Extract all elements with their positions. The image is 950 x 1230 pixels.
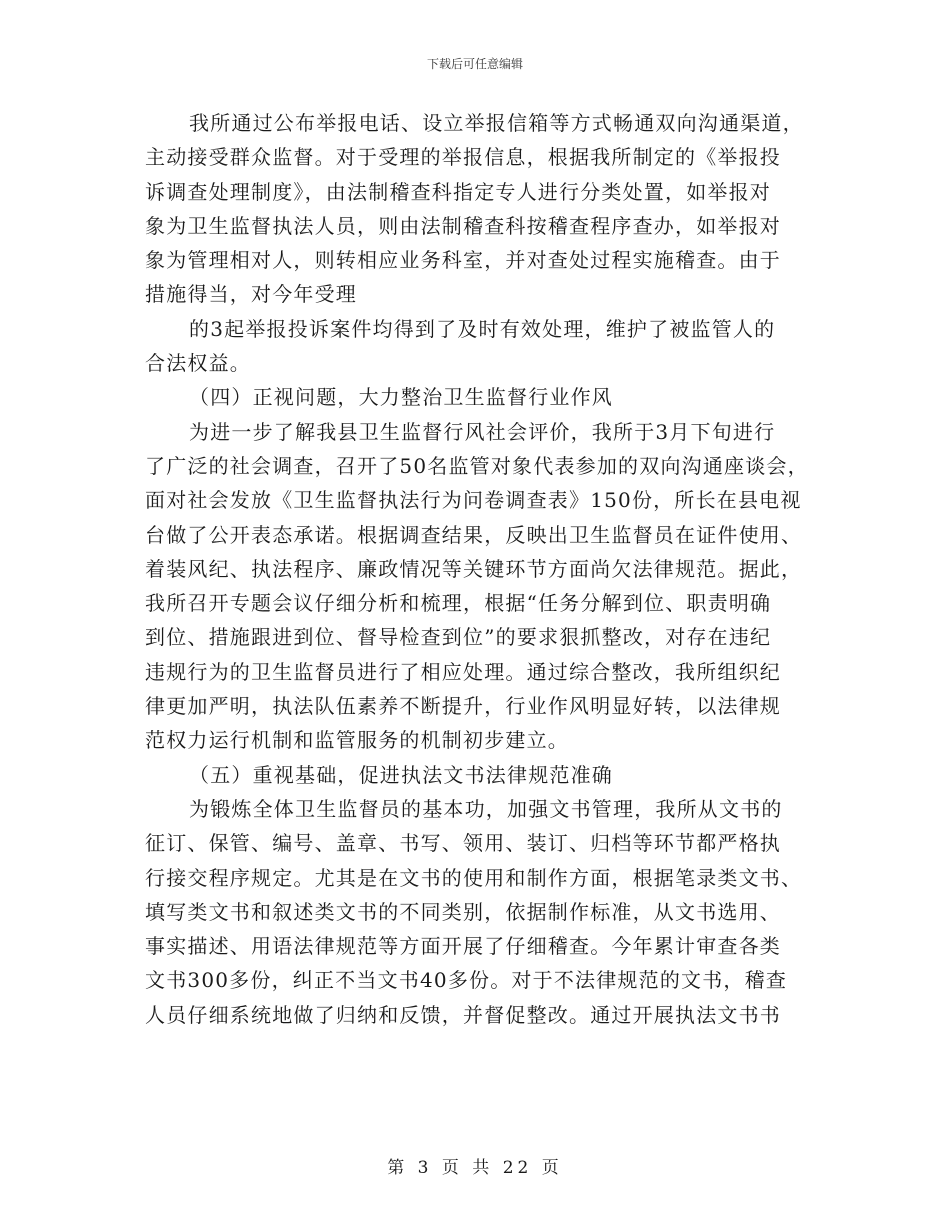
page-footer: 第 3 页 共 22 页 [387, 1158, 563, 1178]
text-line: 主动接受群众监督。对于受理的举报信息，根据我所制定的《举报投 [145, 145, 781, 170]
text-line: 行接交程序规定。尤其是在文书的使用和制作方面，根据笔录类文书、 [145, 865, 803, 890]
text-line: 填写类文书和叙述类文书的不同类别，依据制作标准，从文书选用、 [145, 899, 781, 924]
text-line: 违规行为的卫生监督员进行了相应处理。通过综合整改，我所组织纪 [145, 659, 781, 684]
text-line: 文书300多份，纠正不当文书40多份。对于不法律规范的文书，稽查 [145, 968, 788, 993]
text-line: 面对社会发放《卫生监督执法行为问卷调查表》150份，所长在县电视 [145, 488, 802, 513]
text-line: 到位、措施跟进到位、督导检查到位”的要求狠抓整改，对存在违纪 [145, 625, 772, 650]
text-line: 象为管理相对人，则转相应业务科室，并对查处过程实施稽查。由于 [145, 248, 781, 273]
text-line: 合法权益。 [145, 351, 251, 376]
text-line: 律更加严明，执法队伍素养不断提升，行业作风明显好转，以法律规 [145, 694, 781, 719]
text-line: 了广泛的社会调查，召开了50名监管对象代表参加的双向沟通座谈会， [145, 453, 809, 478]
text-line: 台做了公开表态承诺。根据调查结果，反映出卫生监督员在证件使用、 [145, 522, 803, 547]
text-line: 着装风纪、执法程序、廉政情况等关键环节方面尚欠法律规范。据此， [145, 556, 803, 581]
text-line: 事实描述、用语法律规范等方面开展了仔细稽查。今年累计审查各类 [145, 934, 781, 959]
text-line: 的3起举报投诉案件均得到了及时有效处理，维护了被监管人的 [189, 316, 776, 341]
text-line: （五）重视基础，促进执法文书法律规范准确 [189, 762, 613, 787]
text-line: 象为卫生监督执法人员，则由法制稽查科按稽查程序查办，如举报对 [145, 213, 781, 238]
text-line: 范权力运行机制和监管服务的机制初步建立。 [145, 728, 569, 753]
text-line: 措施得当，对今年受理 [145, 282, 357, 307]
text-line: 我所通过公布举报电话、设立举报信箱等方式畅通双向沟通渠道， [189, 111, 804, 135]
text-line: 为锻炼全体卫生监督员的基本功，加强文书管理，我所从文书的 [189, 796, 783, 821]
page-header: 下载后可任意编辑 [426, 57, 523, 71]
document-body [145, 106, 810, 1032]
text-line: （四）正视问题，大力整治卫生监督行业作风 [189, 385, 613, 410]
text-line: 人员仔细系统地做了归纳和反馈，并督促整改。通过开展执法文书书 [145, 1002, 781, 1027]
text-line: 诉调查处理制度》，由法制稽查科指定专人进行分类处置，如举报对 [145, 179, 771, 204]
text-line: 我所召开专题会议仔细分析和梳理，根据“任务分解到位、职责明确 [145, 591, 772, 616]
text-line: 征订、保管、编号、盖章、书写、领用、装订、归档等环节都严格执 [145, 831, 781, 856]
text-line: 为进一步了解我县卫生监督行风社会评价，我所于3月下旬进行 [189, 419, 776, 444]
